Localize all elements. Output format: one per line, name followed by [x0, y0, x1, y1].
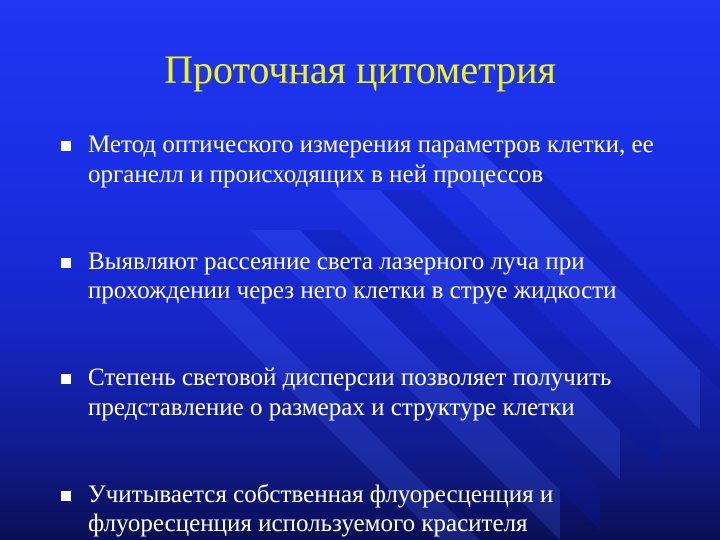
- square-bullet-icon: [61, 258, 71, 268]
- bullet-text: Выявляют рассеяние света лазерного луча при прохождении через него клетки в струе жидкости: [88, 247, 617, 304]
- bullet-text: Учитывается собственная флуоресценция и флуоресценция используемого красителя: [88, 480, 554, 537]
- square-bullet-icon: [61, 491, 71, 501]
- square-bullet-icon: [61, 374, 71, 384]
- bullet-list: [58, 130, 698, 539]
- bullet-item: [58, 247, 698, 364]
- bullet-text: Степень световой дисперсии позволяет получить представление о размерах и структуре клетки: [88, 364, 612, 421]
- bullet-item: [58, 130, 698, 247]
- bullet-item: [58, 480, 698, 539]
- bullet-text: Метод оптического измерения параметров клетки, ее органелл и происходящих в ней процессов: [88, 131, 654, 188]
- bullet-item: [58, 363, 698, 480]
- slide-title: Проточная цитометрия: [164, 47, 556, 92]
- square-bullet-icon: [61, 141, 71, 151]
